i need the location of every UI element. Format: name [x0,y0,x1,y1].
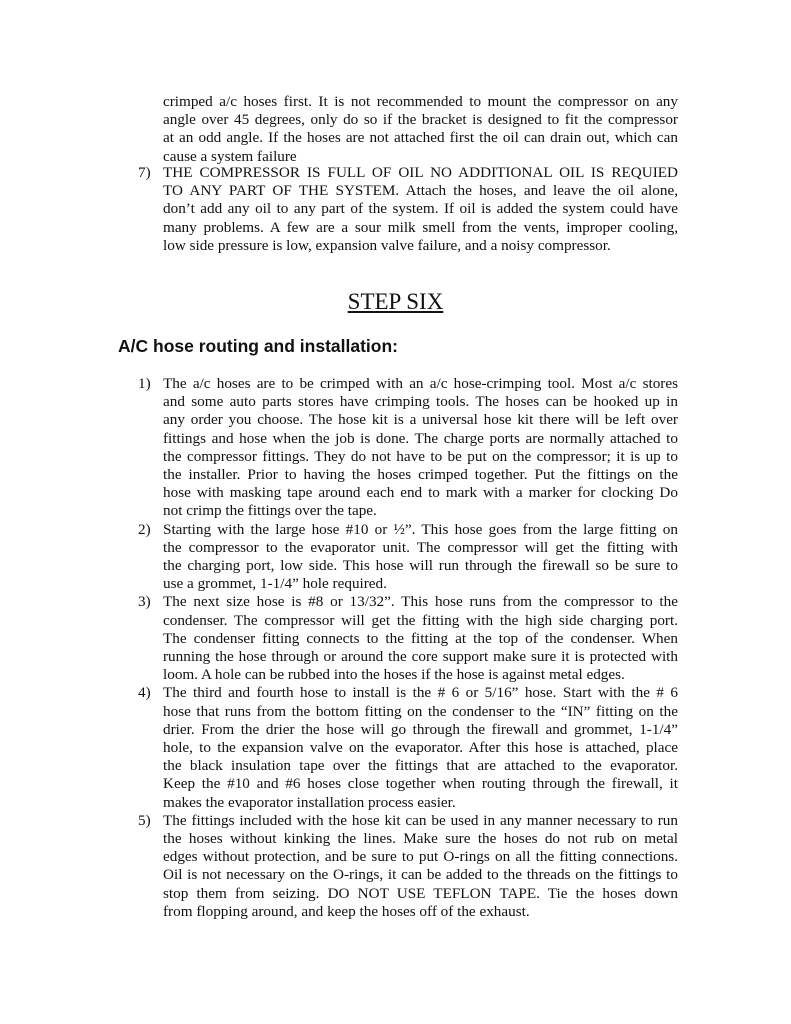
section-subheading: A/C hose routing and installation: [118,336,398,356]
text-line: and some auto parts stores have crimping tools. The hoses can be hooked up in [163,393,678,411]
text-line: the black insulation tape over the fittings that are attached to the evaporator. [163,757,678,775]
text-line: the installer. Prior to having the hoses crimped together. Put the fittings on the [163,466,678,484]
list-item-number: 5) [138,811,151,829]
text-line: the hoses without kinking the lines. Make sure the hoses do not rub on metal [163,830,678,848]
text-line: low side pressure is low, expansion valve failure, and a noisy compressor. [163,236,611,254]
text-line: cause a system failure [163,147,297,165]
list-item [138,593,678,684]
text-line: Oil is not necessary on the O-rings, it can be added to the threads on the fittings to [163,866,678,884]
text-line: the charging port, low side. This hose will run through the firewall so be sure to [163,557,678,575]
text-line: hole, to the expansion valve on the evaporator. After this hose is attached, place [163,739,678,757]
text-line: at an odd angle. If the hoses are not attached first the oil can drain out, which can [163,129,678,147]
text-line: hose that runs from the bottom fitting on the condenser to the “IN” fitting on the [163,702,678,720]
numbered-list [138,164,678,255]
text-line: the compressor to the evaporator unit. The compressor will get the fitting with [163,538,678,556]
text-line: The condenser fitting connects to the fitting at the top of the condenser. When [163,629,678,647]
text-line: condenser. The compressor will get the fitting with the high side charging port. [163,611,678,629]
text-line: drier. From the drier the hose will go through the firewall and grommet, 1-1/4” [163,720,678,738]
section-heading: STEP SIX [347,289,444,314]
list-item [138,521,678,594]
text-line: crimped a/c hoses first. It is not recommended to mount the compressor on any [163,93,678,110]
continuation-paragraph [163,93,678,166]
list-item [138,684,678,811]
text-line: hose with masking tape around each end to mark with a marker for clocking Do [163,484,678,502]
text-line: The fittings included with the hose kit can be used in any manner necessary to run [163,811,678,829]
text-line: use a grommet, 1-1/4” hole required. [163,575,387,593]
list-item [138,375,678,521]
list-item-number: 4) [138,684,151,702]
text-line: Keep the #10 and #6 hoses close together when routing through the firewall, it [163,775,678,793]
text-line: many problems. A few are a sour milk smell from the vents, improper cooling, [163,218,678,236]
text-line: the compressor fittings. They do not have to be put on the compressor; it is up to [163,447,678,465]
text-line: The a/c hoses are to be crimped with an a/c hose-crimping tool. Most a/c stores [163,375,678,392]
list-item-number: 3) [138,593,151,611]
text-line: stop them from seizing. DO NOT USE TEFLON TAPE. Tie the hoses down [163,884,678,902]
text-line: makes the evaporator installation process easier. [163,793,456,811]
text-line: Starting with the large hose #10 or ½”. This hose goes from the large fitting on [163,520,678,538]
text-line: The next size hose is #8 or 13/32”. This hose runs from the compressor to the [163,593,678,611]
list-item-number: 2) [138,520,151,538]
numbered-list [138,375,678,921]
list-item-number: 1) [138,375,151,392]
text-line: from flopping around, and keep the hoses off of the exhaust. [163,902,530,920]
list-item-number: 7) [138,164,151,181]
text-line: running the hose through or around the core support make sure it is protected with [163,648,678,666]
text-line: loom. A hole can be rubbed into the hoses if the hose is against metal edges. [163,666,625,684]
text-line: THE COMPRESSOR IS FULL OF OIL NO ADDITIONAL OIL IS REQUIED [163,164,678,181]
text-line: any order you choose. The hose kit is a universal hose kit there will be left over [163,411,678,429]
text-line: TO ANY PART OF THE SYSTEM. Attach the hoses, and leave the oil alone, [163,182,678,200]
list-item [138,164,678,255]
text-line: don’t add any oil to any part of the system. If oil is added the system could have [163,200,678,218]
text-line: not crimp the fittings over the tape. [163,502,377,520]
text-line: fittings and hose when the job is done. The charge ports are normally attached to [163,429,678,447]
text-line: angle over 45 degrees, only do so if the bracket is designed to fit the compressor [163,111,678,129]
list-item [138,812,678,921]
text-line: The third and fourth hose to install is the # 6 or 5/16” hose. Start with the # 6 [163,684,678,702]
text-line: edges without protection, and be sure to put O-rings on all the fitting connections. [163,848,678,866]
